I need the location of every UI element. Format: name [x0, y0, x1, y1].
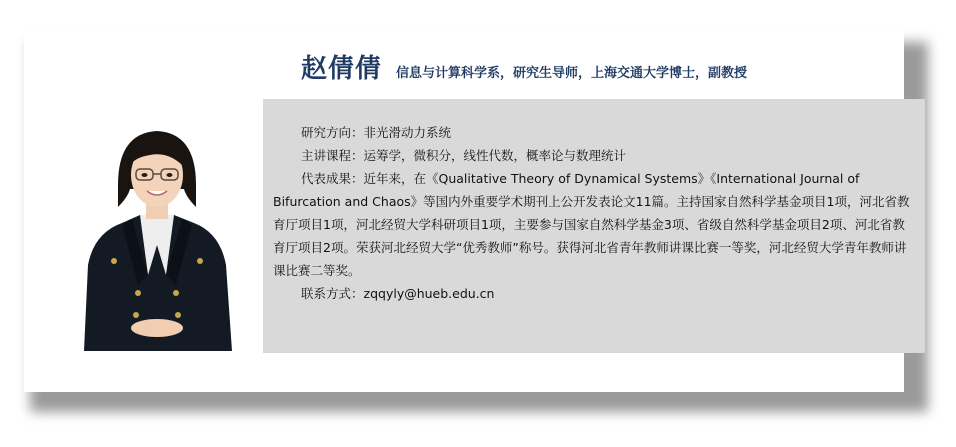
achievements-label: 代表成果：	[301, 171, 364, 186]
contact-row	[273, 282, 917, 305]
courses-value: 运筹学，微积分，线性代数，概率论与数理统计	[363, 148, 627, 163]
contact-value: zqqyly@hueb.edu.cn	[363, 286, 495, 301]
profile-info-box	[263, 99, 925, 353]
profile-card	[24, 30, 910, 392]
courses-label: 主讲课程：	[301, 148, 364, 163]
research-row	[273, 121, 917, 144]
contact-label: 联系方式：	[301, 286, 364, 301]
achievements-row	[273, 167, 917, 282]
research-value: 非光滑动力系统	[363, 125, 452, 140]
profile-subtitle: 信息与计算科学系，研究生导师，上海交通大学博士，副教授	[396, 66, 748, 81]
profile-name: 赵倩倩	[301, 54, 383, 84]
research-label: 研究方向：	[301, 125, 364, 140]
achievements-value: 近年来，在《Qualitative Theory of Dynamical Systems》《International Journal of Bifurcation and Chaos》等国内外重要学术期刊上公开发表论文11篇。主持国家自然科学基金项目1项，河北省教育厅项目1项，河北经贸大学科研项目1项，主要参与国家自然科学基金3项、省级自然科学基金项目2项、河北省教育厅项目2项。荣获河北经贸大学“优秀教师”称号。获得河北省青年教师讲课比赛一等奖，河北经贸大学青年教师讲课比赛二等奖。	[273, 171, 910, 278]
profile-header	[301, 48, 747, 85]
portrait-photo	[74, 125, 240, 351]
courses-row	[273, 144, 917, 167]
portrait-illustration	[74, 125, 240, 351]
